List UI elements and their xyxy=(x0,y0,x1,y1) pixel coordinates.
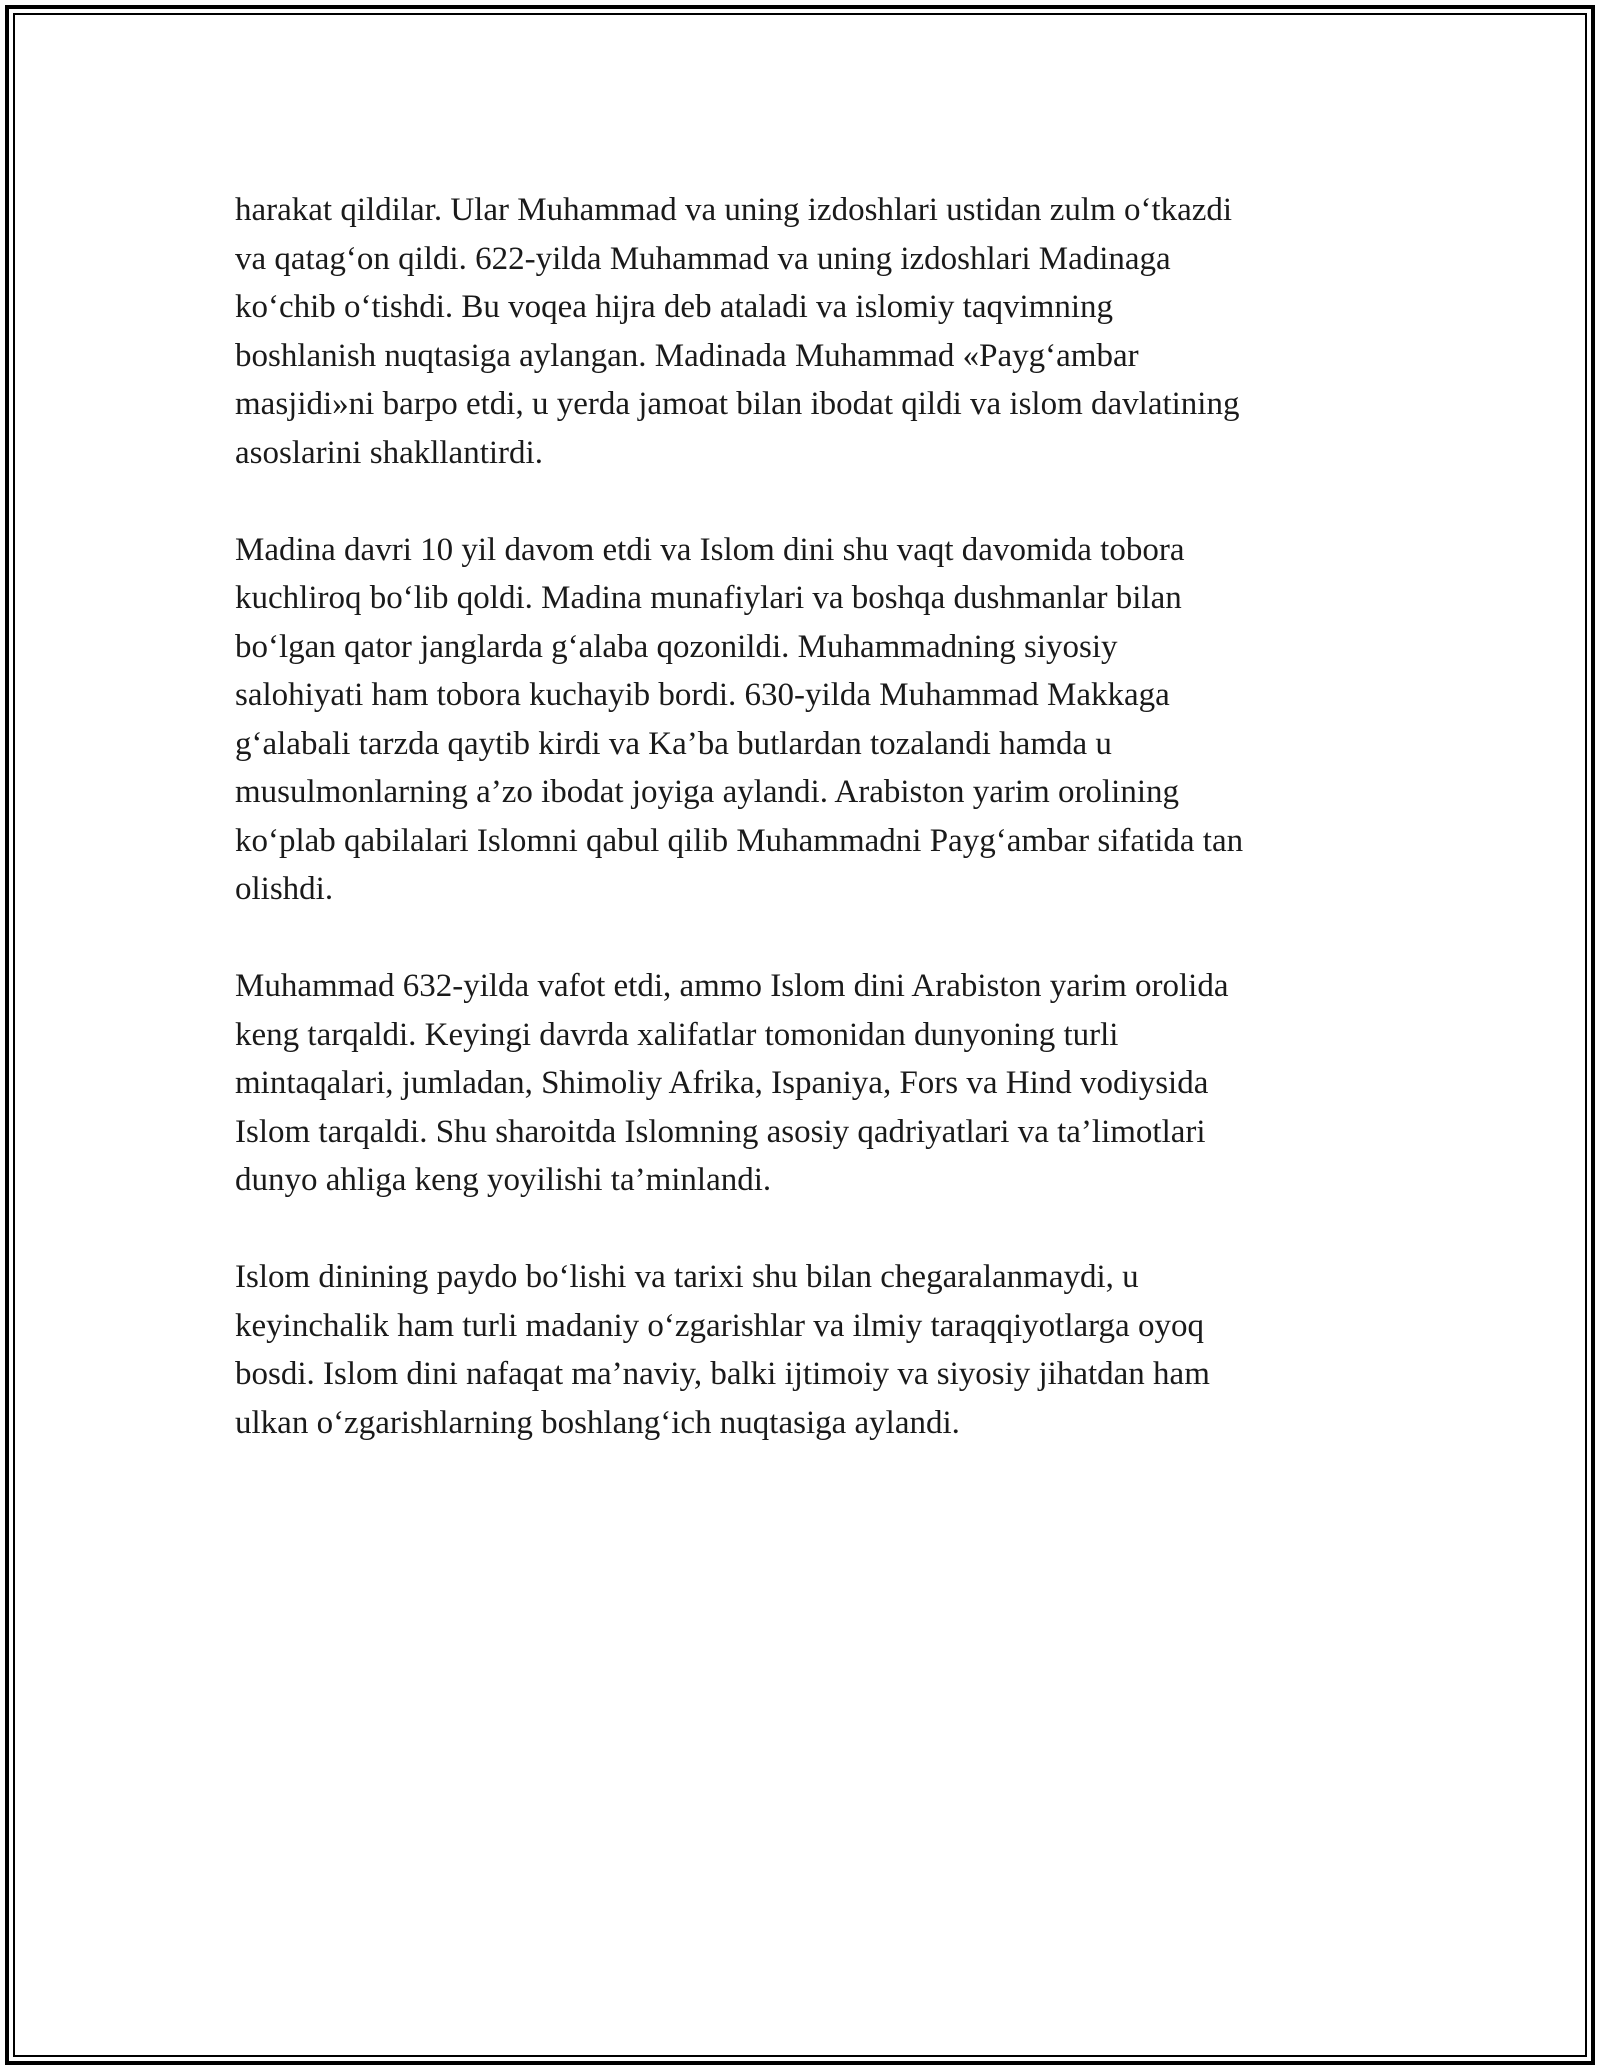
text-line: harakat qildilar. Ular Muhammad va uning izdoshlari ustidan zulm o‘tkazdi xyxy=(235,192,1233,228)
paragraph-4 xyxy=(235,1253,1375,1447)
text-line: salohiyati ham tobora kuchayib bordi. 630-yilda Muhammad Makkaga xyxy=(235,677,1170,713)
text-line: dunyo ahliga keng yoyilishi ta’minlandi. xyxy=(235,1162,772,1198)
text-line: Muhammad 632-yilda vafot etdi, ammo Islom dini Arabiston yarim orolida xyxy=(235,968,1229,1004)
text-line: ko‘plab qabilalari Islomni qabul qilib Muhammadni Payg‘ambar sifatida tan xyxy=(235,822,1244,859)
text-line: Islom dinining paydo bo‘lishi va tarixi shu bilan chegaralanmaydi, u xyxy=(235,1259,1139,1295)
text-line: ulkan o‘zgarishlarning boshlang‘ich nuqtasiga aylandi. xyxy=(235,1404,960,1441)
text-line: boshlanish nuqtasiga aylangan. Madinada Muhammad «Payg‘ambar xyxy=(235,337,1139,374)
text-line: Islom tarqaldi. Shu sharoitda Islomning asosiy qadriyatlari va ta’limotlari xyxy=(235,1113,1206,1150)
text-line: bo‘lgan qator janglarda g‘alaba qozonildi. Muhammadning siyosiy xyxy=(235,628,1118,665)
text-line: olishdi. xyxy=(235,871,334,907)
text-line: masjidi»ni barpo etdi, u yerda jamoat bilan ibodat qildi va islom davlatining xyxy=(235,386,1240,422)
text-line: musulmonlarning a’zo ibodat joyiga aylandi. Arabiston yarim orolining xyxy=(235,774,1179,810)
document-body xyxy=(235,186,1375,1496)
text-line: va qatag‘on qildi. 622-yilda Muhammad va uning izdoshlari Madinaga xyxy=(235,240,1171,277)
text-line: mintaqalari, jumladan, Shimoliy Afrika, Ispaniya, Fors va Hind vodiysida xyxy=(235,1065,1209,1101)
text-line: keyinchalik ham turli madaniy o‘zgarishlar va ilmiy taraqqiyotlarga oyoq xyxy=(235,1307,1204,1344)
text-line: Madina davri 10 yil davom etdi va Islom dini shu vaqt davomida tobora xyxy=(235,531,1185,568)
paragraph-3 xyxy=(235,962,1375,1205)
paragraph-1 xyxy=(235,186,1375,477)
text-line: bosdi. Islom dini nafaqat ma’naviy, balki ijtimoiy va siyosiy jihatdan ham xyxy=(235,1356,1210,1392)
text-line: keng tarqaldi. Keyingi davrda xalifatlar tomonidan dunyoning turli xyxy=(235,1016,1119,1053)
text-line: asoslarini shakllantirdi. xyxy=(235,434,543,471)
text-line: g‘alabali tarzda qaytib kirdi va Ka’ba butlardan tozalandi hamda u xyxy=(235,725,1112,762)
paragraph-2 xyxy=(235,526,1375,914)
text-line: kuchliroq bo‘lib qoldi. Madina munafiylari va boshqa dushmanlar bilan xyxy=(235,580,1182,616)
text-line: ko‘chib o‘tishdi. Bu voqea hijra deb ataladi va islomiy taqvimning xyxy=(235,289,1113,325)
